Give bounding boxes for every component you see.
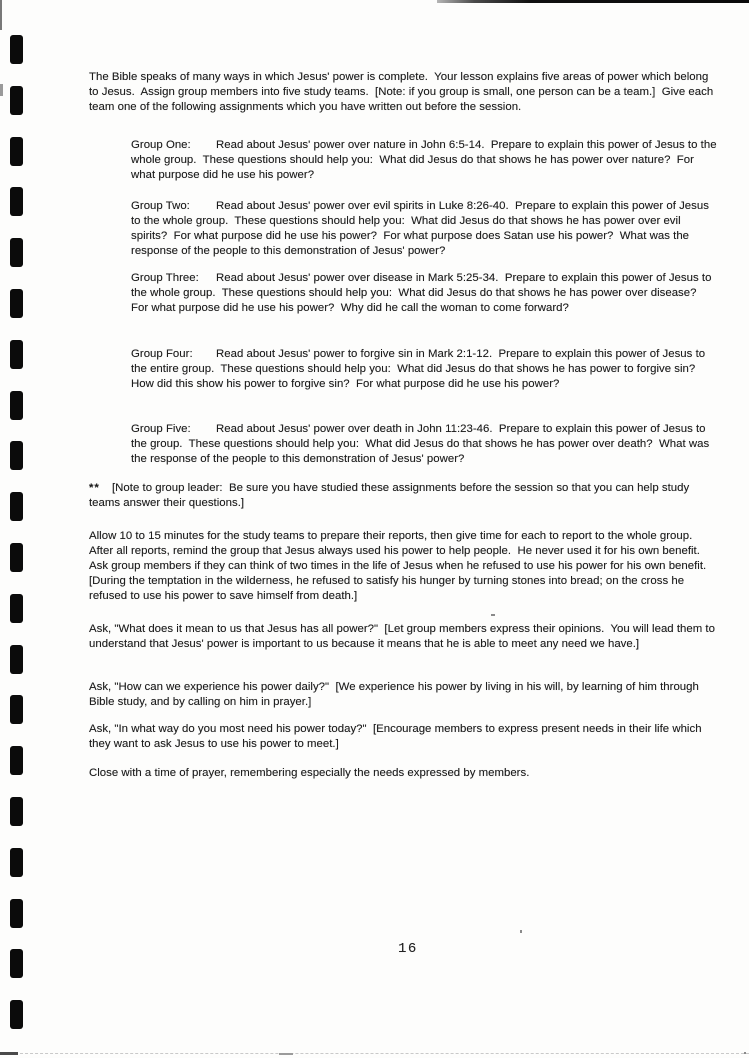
binding-hole <box>10 187 23 216</box>
group-label: Group Three: <box>131 272 199 284</box>
group-label: Group Two: <box>131 200 190 212</box>
scan-edge-tick-left <box>0 84 3 96</box>
paragraph-ask-daily-power: Ask, "How can we experience his power daily?" [We experience his power by living in his will, by learning of him through Bible study, and by calling on him in prayer.] <box>89 681 703 708</box>
paragraph-close-prayer: Close with a time of prayer, remembering especially the needs expressed by members. <box>89 767 530 779</box>
paragraph-leader-note <box>89 481 719 511</box>
binding-hole <box>10 35 23 64</box>
paragraph-ask-need-power: Ask, "In what way do you most need his power today?" [Encourage members to express present needs in their life which they want to ask Jesus to use his power to meet.] <box>89 723 705 750</box>
binding-hole <box>10 137 23 166</box>
binding-hole <box>10 746 23 775</box>
scan-edge-line-bottom <box>0 1053 749 1054</box>
group-assignment-five <box>131 422 719 467</box>
group-label: Group Four: <box>131 348 193 360</box>
scan-edge-mark-top-left <box>0 0 2 30</box>
scan-speck <box>491 614 495 616</box>
binding-hole <box>10 594 23 623</box>
group-text: Read about Jesus' power over evil spirits in Luke 8:26-40. Prepare to explain this power of Jesus to the whole group. These questions should help you: What did Jesus do that shows he has power over evil spirits? For what purpose did he use his power? For what purpose does Satan use his power? What was the response of the people to this demonstration of Jesus' power? <box>131 200 713 257</box>
paragraph-intro: The Bible speaks of many ways in which Jesus' power is complete. Your lesson explains five areas of power which belong to Jesus. Assign group members into five study teams. [Note: if you group is small, one person can be a team.] Give each team one of the following assignments which you have written out before the session. <box>89 71 717 113</box>
paragraph-allow-time: Allow 10 to 15 minutes for the study teams to prepare their reports, then give time for each to report to the whole group. After all reports, remind the group that Jesus always used his power to help people. He never used it for his own benefit. Ask group members if they can think of two times in the life of Jesus when he refused to use his power for his own benefit. [During the temptation in the wilderness, he refused to satisfy his hunger by turning stones into bread; on the cross he refused to use his power to save himself from death.] <box>89 530 713 602</box>
binding-hole <box>10 492 23 521</box>
group-assignment-two <box>131 199 719 259</box>
scan-speck <box>520 930 522 933</box>
group-text: Read about Jesus' power over disease in Mark 5:25-34. Prepare to explain this power of Jesus to the whole group. These questions should help you: What did Jesus do that shows he has power over disease? For what purpose did he use his power? Why did he call the woman to come forward? <box>131 272 715 314</box>
binding-hole <box>10 441 23 470</box>
scan-edge-segment-bottom-left <box>0 1052 18 1055</box>
binding-hole <box>10 391 23 420</box>
binding-hole <box>10 238 23 267</box>
paragraph-ask-all-power: Ask, "What does it mean to us that Jesus has all power?" [Let group members express their opinions. You will lead them to understand that Jesus' power is important to us because it means that he is able to meet any need we have.] <box>89 623 719 650</box>
binding-hole <box>10 645 23 674</box>
group-assignment-one <box>131 138 719 183</box>
group-label: Group One: <box>131 139 191 151</box>
group-text: Read about Jesus' power over death in John 11:23-46. Prepare to explain this power of Jesus to the group. These questions should help you: What did Jesus do that shows he has power over death? What was the response of the people to this demonstration of Jesus' power? <box>131 423 713 465</box>
leader-note-text: [Note to group leader: Be sure you have studied these assignments before the session so that you can help study teams answer their questions.] <box>89 482 693 509</box>
binding-hole <box>10 543 23 572</box>
binding-hole <box>10 695 23 724</box>
binding-hole <box>10 86 23 115</box>
group-label: Group Five: <box>131 423 191 435</box>
binding-hole <box>10 949 23 978</box>
scan-edge-segment-bottom-mid <box>279 1053 293 1055</box>
scan-edge-line-top <box>437 0 749 3</box>
binding-hole <box>10 797 23 826</box>
group-text: Read about Jesus' power over nature in John 6:5-14. Prepare to explain this power of Jesus to the whole group. These questions should help you: What did Jesus do that shows he has power over nature? For what purpose did he use his power? <box>131 139 720 181</box>
page-number: 16 <box>398 941 418 957</box>
binding-hole <box>10 289 23 318</box>
binding-hole <box>10 848 23 877</box>
group-assignment-three <box>131 271 719 316</box>
group-text: Read about Jesus' power to forgive sin in Mark 2:1-12. Prepare to explain this power of Jesus to the entire group. These questions should help you: What did Jesus do that shows he has power to forgive sin? How did this show his power to forgive sin? For what purpose did he use his power? <box>131 348 709 390</box>
binding-hole <box>10 1000 23 1029</box>
binding-hole <box>10 340 23 369</box>
leader-note-marker: ** <box>89 482 100 494</box>
binding-hole <box>10 899 23 928</box>
group-assignment-four <box>131 347 719 392</box>
